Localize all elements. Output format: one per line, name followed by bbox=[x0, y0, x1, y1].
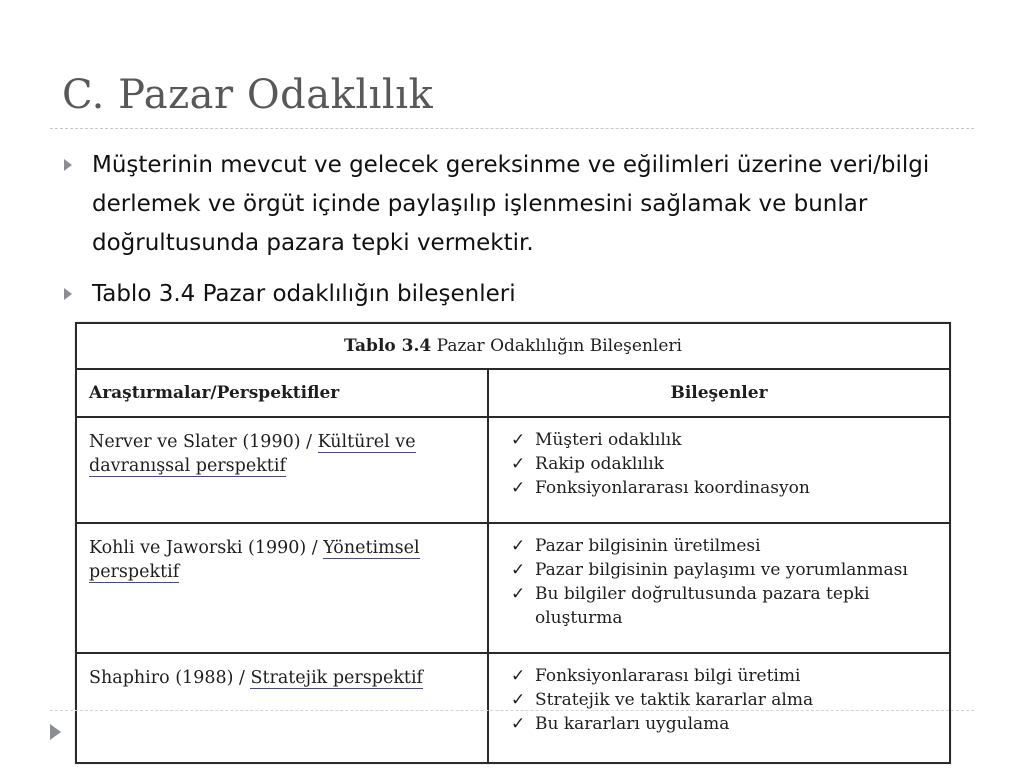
bullet-text: Tablo 3.4 Pazar odaklılığın bileşenleri bbox=[92, 281, 516, 307]
author-text: Shaphiro (1988) / bbox=[89, 668, 251, 688]
table-row bbox=[76, 653, 950, 763]
component-text: Rakip odaklılık bbox=[535, 454, 664, 474]
table-caption bbox=[76, 323, 950, 369]
perspective-text: Stratejik perspektif bbox=[250, 668, 424, 688]
check-icon: ✓ bbox=[511, 560, 526, 580]
component-item bbox=[511, 452, 937, 476]
component-item bbox=[511, 582, 937, 630]
bullet-item-table-ref bbox=[62, 275, 972, 314]
components-cell bbox=[488, 523, 950, 653]
component-item bbox=[511, 664, 937, 688]
component-text: Pazar bilgisinin paylaşımı ve yorumlanması bbox=[535, 560, 908, 580]
perspective-text: Kültürel ve davranışsal perspektif bbox=[89, 432, 416, 476]
components-cell bbox=[488, 653, 950, 763]
table-row bbox=[76, 523, 950, 653]
bullet-text: Müşterinin mevcut ve gelecek gereksinme ve eğilimleri üzerine veri/bilgi derlemek ve örgüt içinde paylaşılıp işlenmesini sağlamak ve bunlar doğrultusunda pazara tepki vermektir. bbox=[92, 152, 930, 256]
next-slide-icon[interactable] bbox=[50, 724, 61, 740]
triangle-right-icon bbox=[64, 288, 72, 300]
check-icon: ✓ bbox=[511, 690, 526, 710]
perspective-cell bbox=[76, 523, 488, 653]
component-text: Bu kararları uygulama bbox=[535, 714, 730, 734]
table-caption-text: Pazar Odaklılığın Bileşenleri bbox=[436, 336, 682, 356]
perspective-cell bbox=[76, 653, 488, 763]
components-cell bbox=[488, 417, 950, 523]
component-text: Fonksiyonlararası koordinasyon bbox=[535, 478, 810, 498]
check-icon: ✓ bbox=[511, 454, 526, 474]
footer-divider bbox=[50, 710, 974, 711]
bullet-list bbox=[62, 146, 972, 326]
component-item bbox=[511, 712, 937, 736]
check-icon: ✓ bbox=[511, 536, 526, 556]
component-text: Fonksiyonlararası bilgi üretimi bbox=[535, 666, 801, 686]
component-list bbox=[511, 664, 937, 736]
component-text: Stratejik ve taktik kararlar alma bbox=[535, 690, 814, 710]
component-list bbox=[511, 428, 937, 500]
perspective-text: Yönetimsel perspektif bbox=[89, 538, 420, 582]
component-item bbox=[511, 688, 937, 712]
column-header-components: Bileşenler bbox=[488, 369, 950, 417]
column-header-perspectives: Araştırmalar/Perspektifler bbox=[76, 369, 488, 417]
component-item bbox=[511, 534, 937, 558]
table-caption-number: Tablo 3.4 bbox=[344, 336, 432, 356]
title-divider bbox=[50, 128, 974, 129]
triangle-right-icon bbox=[64, 159, 72, 171]
author-text: Kohli ve Jaworski (1990) / bbox=[89, 538, 324, 558]
components-table bbox=[75, 322, 951, 764]
slide-title: C. Pazar Odaklılık bbox=[62, 72, 434, 118]
check-icon: ✓ bbox=[511, 478, 526, 498]
check-icon: ✓ bbox=[511, 430, 526, 450]
author-text: Nerver ve Slater (1990) / bbox=[89, 432, 318, 452]
component-item bbox=[511, 558, 937, 582]
check-icon: ✓ bbox=[511, 666, 526, 686]
component-text: Bu bilgiler doğrultusunda pazara tepki oluşturma bbox=[535, 584, 870, 628]
component-text: Pazar bilgisinin üretilmesi bbox=[535, 536, 761, 556]
bullet-item-definition bbox=[62, 146, 972, 263]
component-list bbox=[511, 534, 937, 630]
component-text: Müşteri odaklılık bbox=[535, 430, 682, 450]
table-row bbox=[76, 417, 950, 523]
check-icon: ✓ bbox=[511, 584, 526, 604]
check-icon: ✓ bbox=[511, 714, 526, 734]
component-item bbox=[511, 476, 937, 500]
component-item bbox=[511, 428, 937, 452]
perspective-cell bbox=[76, 417, 488, 523]
